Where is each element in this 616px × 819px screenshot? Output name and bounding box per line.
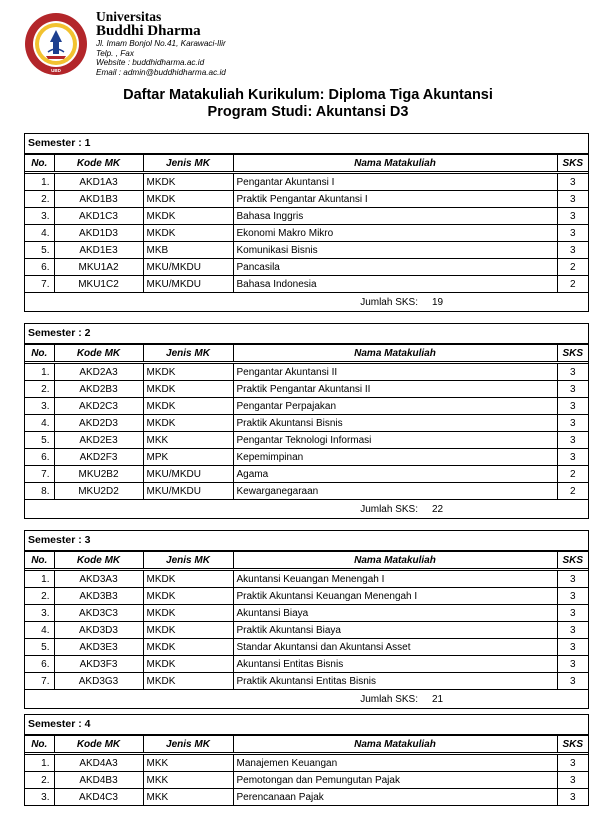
course-credits: 3 xyxy=(557,588,588,605)
university-info xyxy=(96,10,226,77)
course-credits: 2 xyxy=(557,259,588,276)
course-code: MKU2B2 xyxy=(54,466,143,483)
column-header-no: No. xyxy=(25,736,54,753)
course-name: Bahasa Inggris xyxy=(233,208,557,225)
semester-label: Semester : 3 xyxy=(25,531,588,551)
semester-label: Semester : 4 xyxy=(25,715,588,735)
course-type: MKK xyxy=(143,432,233,449)
column-header-no: No. xyxy=(25,552,54,569)
total-label: Jumlah SKS: xyxy=(360,503,418,515)
course-credits: 3 xyxy=(557,415,588,432)
course-credits: 3 xyxy=(557,772,588,789)
course-credits: 3 xyxy=(557,755,588,772)
course-type: MKDK xyxy=(143,208,233,225)
table-row xyxy=(25,432,588,449)
course-name: Akuntansi Biaya xyxy=(233,605,557,622)
course-no: 4. xyxy=(25,225,54,242)
letterhead xyxy=(24,9,594,77)
course-name: Pengantar Teknologi Informasi xyxy=(233,432,557,449)
course-name: Pancasila xyxy=(233,259,557,276)
course-code: AKD4A3 xyxy=(54,755,143,772)
course-no: 1. xyxy=(25,755,54,772)
course-credits: 3 xyxy=(557,432,588,449)
course-no: 5. xyxy=(25,432,54,449)
course-credits: 2 xyxy=(557,276,588,293)
column-header-kode: Kode MK xyxy=(54,345,143,362)
table-row xyxy=(25,483,588,500)
course-credits: 3 xyxy=(557,364,588,381)
column-header-sks: SKS xyxy=(557,345,588,362)
course-code: AKD2D3 xyxy=(54,415,143,432)
course-no: 1. xyxy=(25,571,54,588)
course-type: MKK xyxy=(143,789,233,806)
table-row xyxy=(25,656,588,673)
course-code: AKD3F3 xyxy=(54,656,143,673)
course-table xyxy=(25,344,588,518)
course-name: Agama xyxy=(233,466,557,483)
course-no: 4. xyxy=(25,415,54,432)
course-code: AKD1B3 xyxy=(54,191,143,208)
course-type: MKB xyxy=(143,242,233,259)
course-name: Komunikasi Bisnis xyxy=(233,242,557,259)
course-credits: 2 xyxy=(557,483,588,500)
table-header-row xyxy=(25,155,588,172)
semester-total xyxy=(25,293,588,312)
course-name: Ekonomi Makro Mikro xyxy=(233,225,557,242)
semester-section xyxy=(24,714,589,806)
course-name: Akuntansi Keuangan Menengah I xyxy=(233,571,557,588)
total-label: Jumlah SKS: xyxy=(360,296,418,308)
course-no: 8. xyxy=(25,483,54,500)
total-value: 22 xyxy=(432,503,444,515)
course-type: MKDK xyxy=(143,174,233,191)
table-row xyxy=(25,755,588,772)
course-no: 7. xyxy=(25,276,54,293)
table-row xyxy=(25,772,588,789)
course-name: Perencanaan Pajak xyxy=(233,789,557,806)
course-no: 3. xyxy=(25,789,54,806)
course-credits: 3 xyxy=(557,225,588,242)
table-row xyxy=(25,673,588,690)
course-name: Pengantar Perpajakan xyxy=(233,398,557,415)
course-type: MKU/MKDU xyxy=(143,259,233,276)
svg-text:UBD: UBD xyxy=(51,68,61,73)
course-type: MKDK xyxy=(143,415,233,432)
course-type: MKDK xyxy=(143,571,233,588)
course-no: 2. xyxy=(25,191,54,208)
course-code: MKU1C2 xyxy=(54,276,143,293)
course-name: Akuntansi Entitas Bisnis xyxy=(233,656,557,673)
university-website: Website : buddhidharma.ac.id xyxy=(96,58,205,68)
table-header-row xyxy=(25,345,588,362)
column-header-nama: Nama Matakuliah xyxy=(233,736,557,753)
table-row xyxy=(25,208,588,225)
table-row xyxy=(25,789,588,806)
course-no: 2. xyxy=(25,772,54,789)
table-row xyxy=(25,381,588,398)
course-type: MKU/MKDU xyxy=(143,483,233,500)
university-name-line2: Buddhi Dharma xyxy=(96,23,201,39)
course-no: 2. xyxy=(25,381,54,398)
course-code: AKD2B3 xyxy=(54,381,143,398)
table-row xyxy=(25,466,588,483)
course-type: MKDK xyxy=(143,381,233,398)
course-code: AKD2A3 xyxy=(54,364,143,381)
course-credits: 2 xyxy=(557,466,588,483)
table-row xyxy=(25,415,588,432)
course-no: 3. xyxy=(25,605,54,622)
course-type: MKU/MKDU xyxy=(143,466,233,483)
course-name: Kepemimpinan xyxy=(233,449,557,466)
course-table xyxy=(25,154,588,311)
course-name: Praktik Akuntansi Entitas Bisnis xyxy=(233,673,557,690)
semester-total xyxy=(25,500,588,519)
program-title: Program Studi: Akuntansi D3 xyxy=(207,104,409,120)
table-header-row xyxy=(25,736,588,753)
university-name-line1: Universitas xyxy=(96,9,162,24)
course-no: 3. xyxy=(25,398,54,415)
document-title: Daftar Matakuliah Kurikulum: Diploma Tiga Akuntansi xyxy=(123,87,493,103)
table-row xyxy=(25,225,588,242)
course-name: Manajemen Keuangan xyxy=(233,755,557,772)
course-name: Pengantar Akuntansi II xyxy=(233,364,557,381)
course-no: 2. xyxy=(25,588,54,605)
course-type: MKDK xyxy=(143,673,233,690)
table-row xyxy=(25,242,588,259)
course-credits: 3 xyxy=(557,208,588,225)
course-code: AKD3E3 xyxy=(54,639,143,656)
course-type: MKDK xyxy=(143,225,233,242)
course-code: AKD1D3 xyxy=(54,225,143,242)
course-type: MKDK xyxy=(143,364,233,381)
column-header-jenis: Jenis MK xyxy=(143,552,233,569)
course-code: AKD4C3 xyxy=(54,789,143,806)
course-no: 4. xyxy=(25,622,54,639)
course-credits: 3 xyxy=(557,789,588,806)
course-name: Praktik Akuntansi Biaya xyxy=(233,622,557,639)
table-row xyxy=(25,364,588,381)
university-email: Email : admin@buddhidharma.ac.id xyxy=(96,67,226,77)
column-header-no: No. xyxy=(25,155,54,172)
column-header-sks: SKS xyxy=(557,736,588,753)
course-credits: 3 xyxy=(557,242,588,259)
course-no: 1. xyxy=(25,174,54,191)
column-header-kode: Kode MK xyxy=(54,552,143,569)
column-header-nama: Nama Matakuliah xyxy=(233,345,557,362)
course-name: Bahasa Indonesia xyxy=(233,276,557,293)
course-code: AKD3A3 xyxy=(54,571,143,588)
course-type: MKDK xyxy=(143,605,233,622)
course-type: MKK xyxy=(143,772,233,789)
column-header-nama: Nama Matakuliah xyxy=(233,155,557,172)
university-address: Jl. Imam Bonjol No.41, Karawaci-Ilir xyxy=(96,39,226,48)
course-no: 5. xyxy=(25,639,54,656)
course-credits: 3 xyxy=(557,571,588,588)
course-name: Pemotongan dan Pemungutan Pajak xyxy=(233,772,557,789)
column-header-jenis: Jenis MK xyxy=(143,345,233,362)
course-credits: 3 xyxy=(557,605,588,622)
course-code: AKD3G3 xyxy=(54,673,143,690)
course-code: AKD1C3 xyxy=(54,208,143,225)
table-row xyxy=(25,398,588,415)
course-credits: 3 xyxy=(557,656,588,673)
course-code: AKD3B3 xyxy=(54,588,143,605)
table-row xyxy=(25,449,588,466)
course-type: MKK xyxy=(143,755,233,772)
table-row xyxy=(25,639,588,656)
total-label: Jumlah SKS: xyxy=(360,693,418,705)
university-phone: Telp. , Fax xyxy=(96,48,134,58)
course-name: Kewarganegaraan xyxy=(233,483,557,500)
course-code: AKD2C3 xyxy=(54,398,143,415)
column-header-no: No. xyxy=(25,345,54,362)
course-credits: 3 xyxy=(557,449,588,466)
course-type: MPK xyxy=(143,449,233,466)
course-credits: 3 xyxy=(557,673,588,690)
course-name: Standar Akuntansi dan Akuntansi Asset xyxy=(233,639,557,656)
course-credits: 3 xyxy=(557,398,588,415)
course-name: Praktik Akuntansi Bisnis xyxy=(233,415,557,432)
course-no: 1. xyxy=(25,364,54,381)
course-type: MKDK xyxy=(143,622,233,639)
table-header-row xyxy=(25,552,588,569)
course-code: AKD3D3 xyxy=(54,622,143,639)
table-row xyxy=(25,191,588,208)
table-row xyxy=(25,622,588,639)
course-type: MKDK xyxy=(143,191,233,208)
course-table xyxy=(25,551,588,708)
column-header-jenis: Jenis MK xyxy=(143,155,233,172)
table-row xyxy=(25,588,588,605)
semester-total xyxy=(25,690,588,709)
course-credits: 3 xyxy=(557,381,588,398)
course-code: AKD2E3 xyxy=(54,432,143,449)
course-table xyxy=(25,735,588,806)
course-credits: 3 xyxy=(557,639,588,656)
course-no: 6. xyxy=(25,656,54,673)
table-row xyxy=(25,276,588,293)
column-header-sks: SKS xyxy=(557,552,588,569)
table-row xyxy=(25,259,588,276)
course-credits: 3 xyxy=(557,191,588,208)
course-code: AKD1E3 xyxy=(54,242,143,259)
university-logo-icon xyxy=(24,12,88,76)
total-value: 21 xyxy=(432,693,444,705)
course-credits: 3 xyxy=(557,174,588,191)
course-no: 7. xyxy=(25,466,54,483)
course-no: 3. xyxy=(25,208,54,225)
course-code: AKD3C3 xyxy=(54,605,143,622)
course-name: Praktik Akuntansi Keuangan Menengah I xyxy=(233,588,557,605)
total-value: 19 xyxy=(432,296,444,308)
course-name: Praktik Pengantar Akuntansi I xyxy=(233,191,557,208)
course-no: 5. xyxy=(25,242,54,259)
semester-section xyxy=(24,133,589,312)
course-credits: 3 xyxy=(557,622,588,639)
course-no: 6. xyxy=(25,259,54,276)
column-header-jenis: Jenis MK xyxy=(143,736,233,753)
course-type: MKU/MKDU xyxy=(143,276,233,293)
course-code: MKU2D2 xyxy=(54,483,143,500)
course-type: MKDK xyxy=(143,588,233,605)
course-no: 6. xyxy=(25,449,54,466)
course-code: AKD2F3 xyxy=(54,449,143,466)
column-header-nama: Nama Matakuliah xyxy=(233,552,557,569)
course-code: AKD4B3 xyxy=(54,772,143,789)
semester-section xyxy=(24,530,589,709)
table-row xyxy=(25,605,588,622)
course-code: MKU1A2 xyxy=(54,259,143,276)
semester-label: Semester : 2 xyxy=(25,324,588,344)
column-header-kode: Kode MK xyxy=(54,736,143,753)
semester-section xyxy=(24,323,589,519)
course-no: 7. xyxy=(25,673,54,690)
semester-label: Semester : 1 xyxy=(25,134,588,154)
column-header-sks: SKS xyxy=(557,155,588,172)
course-type: MKDK xyxy=(143,398,233,415)
table-row xyxy=(25,174,588,191)
course-type: MKDK xyxy=(143,639,233,656)
table-row xyxy=(25,571,588,588)
column-header-kode: Kode MK xyxy=(54,155,143,172)
course-name: Pengantar Akuntansi I xyxy=(233,174,557,191)
course-name: Praktik Pengantar Akuntansi II xyxy=(233,381,557,398)
course-code: AKD1A3 xyxy=(54,174,143,191)
course-type: MKDK xyxy=(143,656,233,673)
